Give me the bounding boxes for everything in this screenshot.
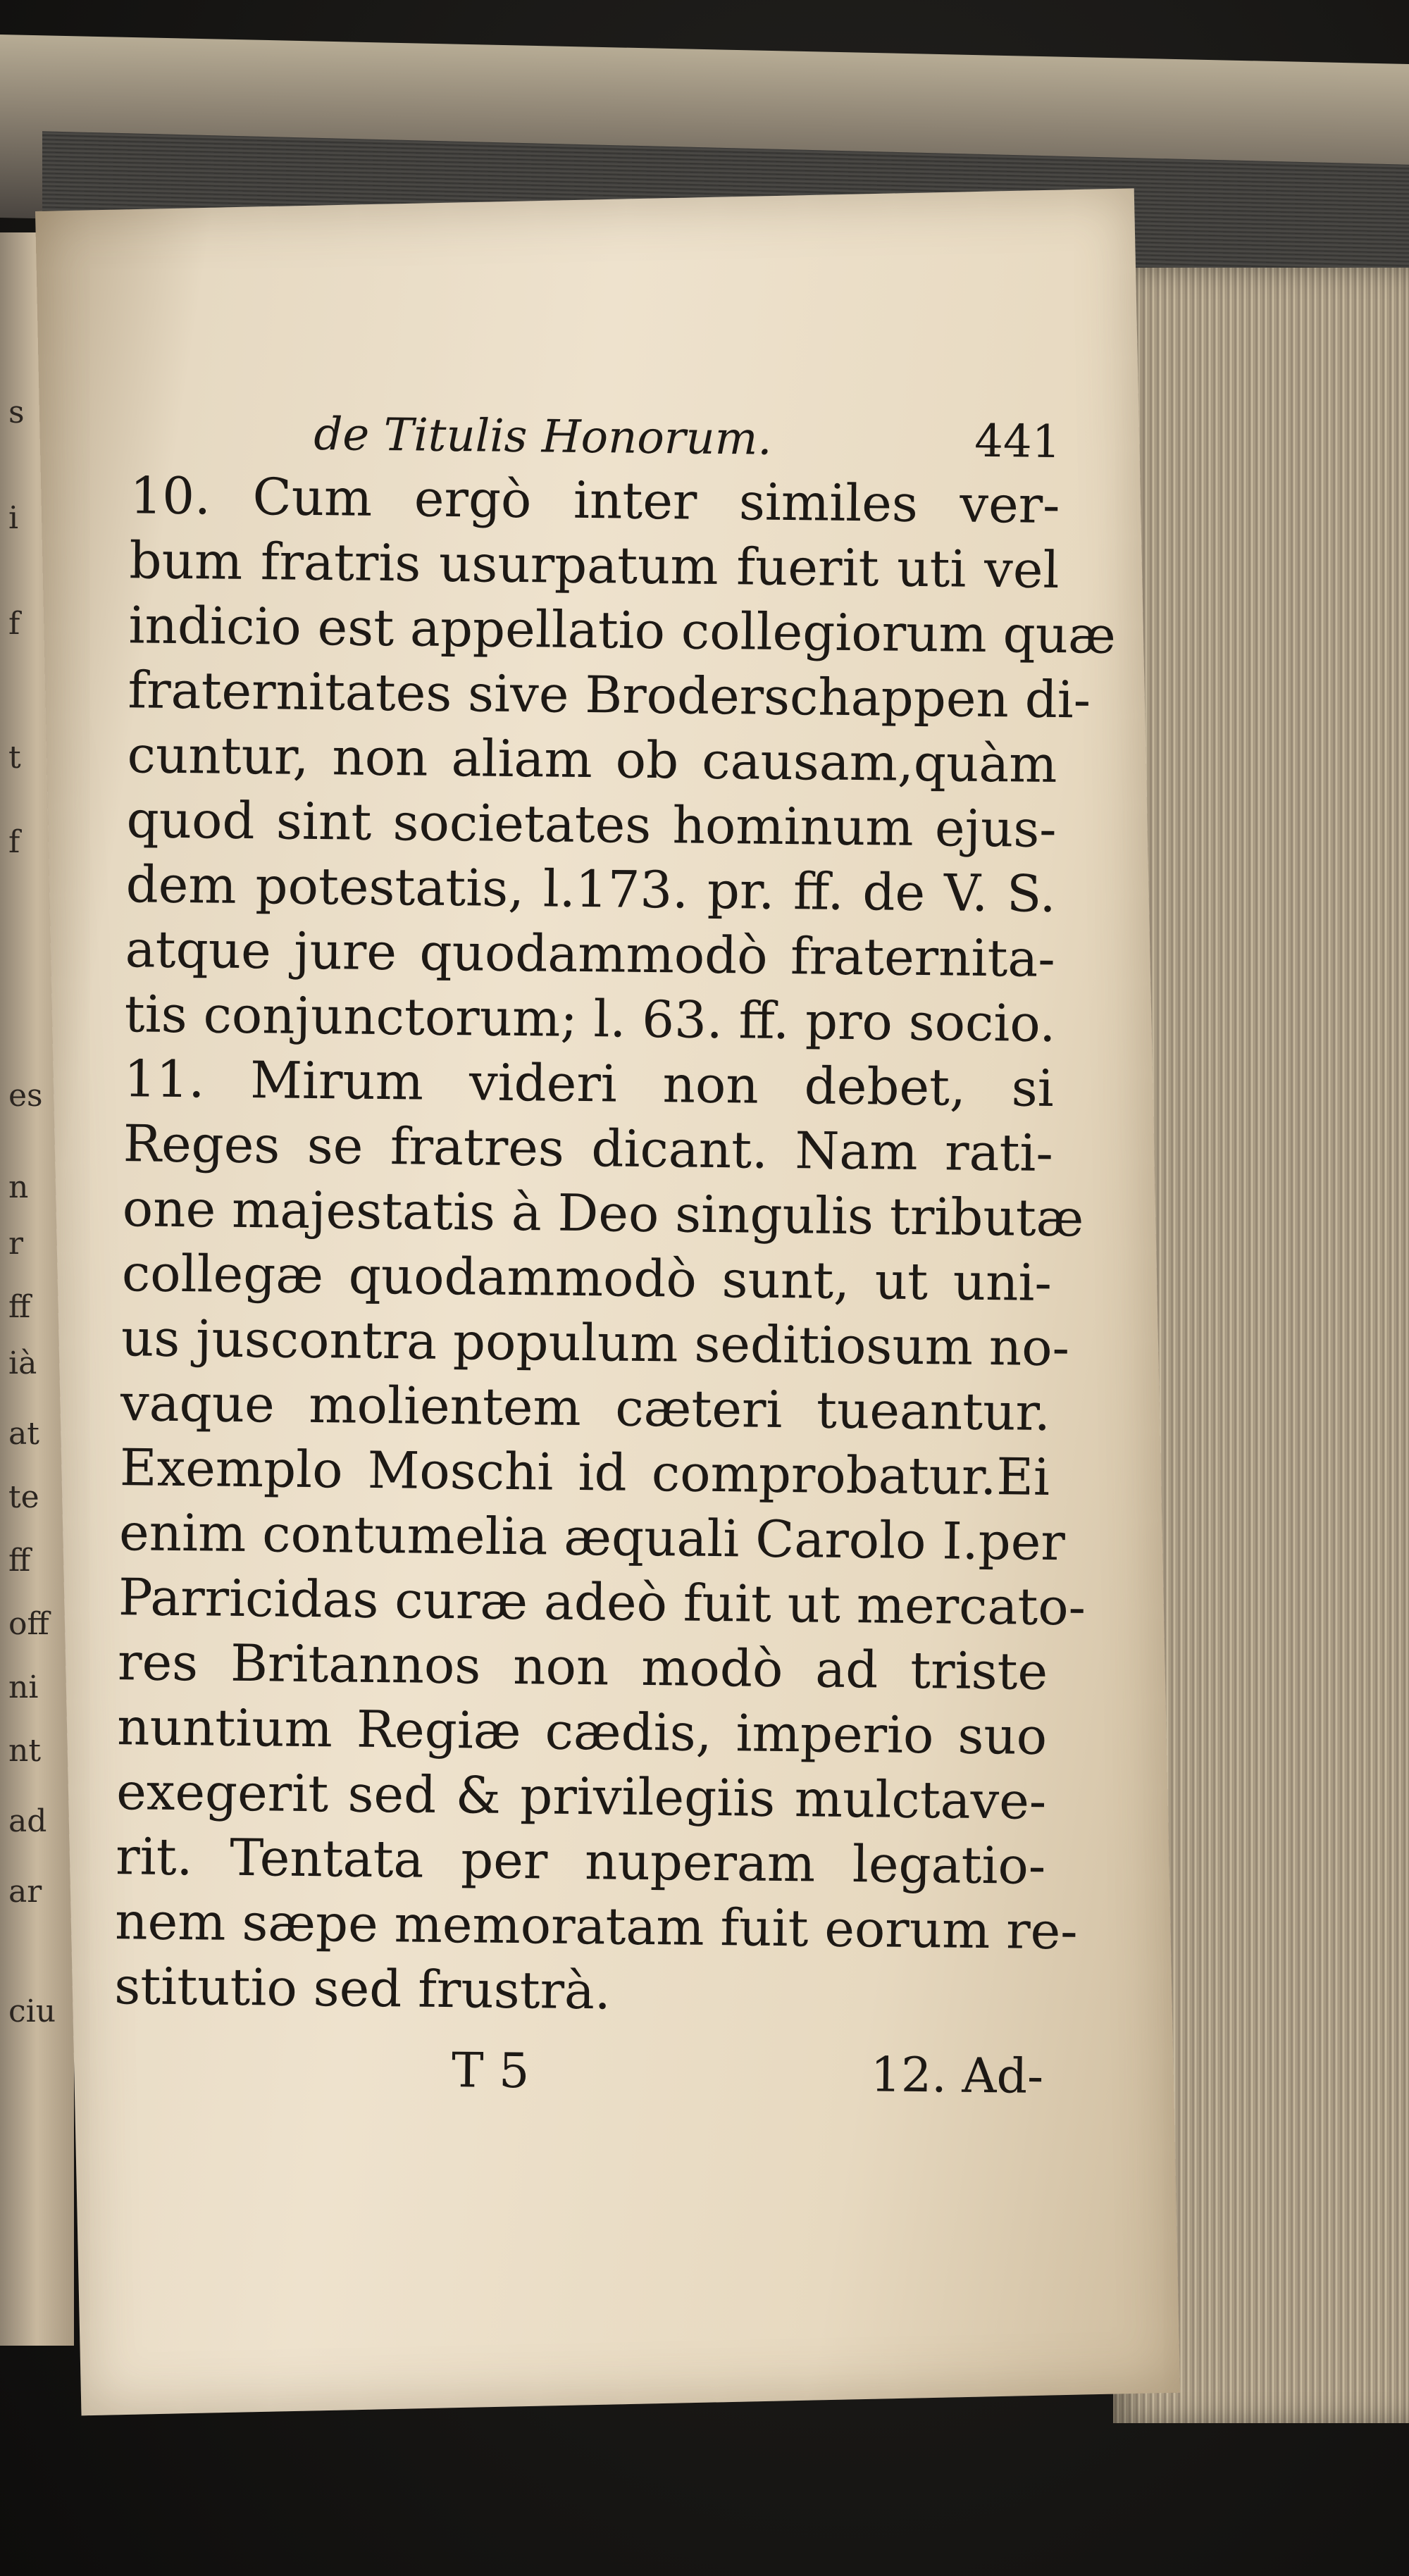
- text-line: 11. Mirum videri non debet, si: [123, 1049, 1055, 1118]
- left-page-glyph: at: [8, 1416, 39, 1452]
- left-page-glyph: i: [8, 500, 19, 536]
- text-line: 10. Cum ergò inter similes ver-: [130, 466, 1060, 535]
- left-page-glyph: s: [8, 394, 25, 430]
- left-page-glyph: nt: [8, 1733, 42, 1769]
- text-line: fraternitates sive Broderschappen di-: [128, 660, 1091, 730]
- text-line: Parricidas curæ adeò fuit ut mercato-: [118, 1567, 1086, 1637]
- page-header: [130, 406, 1061, 468]
- page-footer: [113, 2039, 1044, 2105]
- text-line: indicio est appellatio collegiorum quæ: [128, 595, 1117, 665]
- left-page-glyph: ad: [8, 1803, 47, 1839]
- text-line: vaque molientem cæteri tueantur.: [120, 1373, 1051, 1442]
- text-line: nem sæpe memoratam fuit eorum re-: [114, 1891, 1079, 1961]
- text-line: quod sint societates hominum ejus-: [126, 790, 1057, 859]
- text-line: atque jure quodammodò fraternita-: [125, 919, 1056, 988]
- left-page-glyph: r: [8, 1226, 24, 1262]
- left-page-glyph: t: [8, 740, 21, 776]
- book-page: [35, 188, 1180, 2415]
- left-page-glyph: ff: [8, 1289, 31, 1325]
- running-title: de Titulis Honorum.: [314, 408, 773, 466]
- left-page-glyph: es: [8, 1078, 43, 1114]
- left-page-glyph: off: [8, 1606, 49, 1642]
- left-page-glyph: f: [8, 606, 20, 642]
- text-line: cuntur, non aliam ob causam,quàm: [127, 725, 1058, 795]
- text-line: nuntium Regiæ cædis, imperio suo: [116, 1697, 1048, 1766]
- left-page-glyph: ar: [8, 1874, 42, 1910]
- left-page-glyph: f: [8, 824, 20, 860]
- text-line: collegæ quodammodò sunt, ut uni-: [121, 1243, 1053, 1312]
- text-line: res Britannos non modò ad triste: [117, 1632, 1048, 1701]
- text-line: rit. Tentata per nuperam legatio-: [115, 1827, 1046, 1896]
- text-line: stitutio sed frustrà.: [113, 1956, 612, 2021]
- text-line: exegerit sed & privilegiis mulctave-: [116, 1762, 1047, 1831]
- page-text-block: [113, 406, 1117, 2105]
- signature-mark: T 5: [451, 2043, 530, 2100]
- text-line: dem potestatis, l.173. pr. ff. de V. S.: [125, 854, 1057, 923]
- left-page-glyph: n: [8, 1169, 29, 1205]
- left-page-glyph: ff: [8, 1543, 31, 1579]
- text-line: Exemplo Moschi id comprobatur.Ei: [119, 1438, 1050, 1507]
- text-line: tis conjunctorum; l. 63. ff. pro socio.: [124, 984, 1056, 1054]
- left-page-glyph: ni: [8, 1669, 39, 1705]
- text-line: bum fratris usurpatum fuerit uti vel: [129, 530, 1060, 600]
- text-line: Reges se fratres dicant. Nam rati-: [123, 1114, 1054, 1183]
- catchword: 12. Ad-: [870, 2047, 1044, 2105]
- left-page-glyph: ciu: [8, 1993, 56, 2029]
- text-line: enim contumelia æquali Carolo I.per: [118, 1502, 1066, 1572]
- left-page-glyph: ià: [8, 1345, 37, 1381]
- text-line: one majestatis à Deo singulis tributæ: [122, 1178, 1084, 1248]
- text-line: us juscontra populum seditiosum no-: [120, 1308, 1070, 1378]
- page-number: 441: [974, 415, 1061, 469]
- left-page-glyph: te: [8, 1479, 39, 1515]
